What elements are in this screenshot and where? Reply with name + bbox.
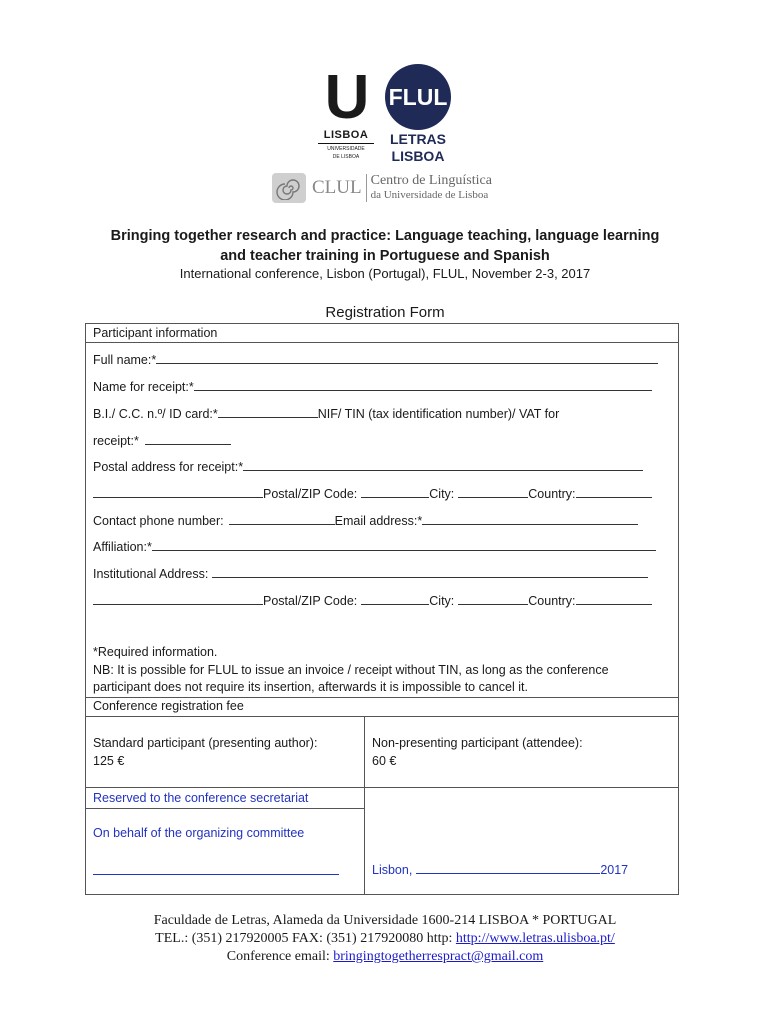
id-row <box>93 405 559 421</box>
standard-price: 125 € <box>93 754 125 768</box>
divider <box>85 808 365 809</box>
footer-address: Faculdade de Letras, Alameda da Universidade 1600-214 LISBOA * PORTUGAL <box>153 913 617 928</box>
postal-address-field[interactable] <box>243 458 643 471</box>
country-field[interactable] <box>576 592 652 605</box>
clul-abbr: CLUL <box>312 174 367 202</box>
email-label: Email address:* <box>334 514 423 528</box>
lisbon-label: Lisbon, <box>372 863 413 877</box>
ulisboa-logo <box>318 63 374 167</box>
country-label: Country: <box>528 594 576 608</box>
contact-phone-field[interactable] <box>229 512 335 525</box>
name-receipt-row <box>93 378 652 394</box>
postal-address-row <box>93 458 643 474</box>
contact-phone-label: Contact phone number: <box>93 514 224 528</box>
email-link[interactable]: bringingtogetherrespract@gmail.com <box>333 949 544 964</box>
email-field[interactable] <box>422 512 638 525</box>
footer-phone-fax: TEL.: (351) 217920005 FAX: (351) 217920080 http: <box>155 931 456 946</box>
full-name-row <box>93 351 658 367</box>
footer-contact <box>40 930 730 948</box>
divider <box>85 697 679 698</box>
website-link[interactable]: http://www.letras.ulisboa.pt/ <box>455 931 615 946</box>
receipt-label: receipt:* <box>93 434 139 448</box>
divider <box>364 716 365 895</box>
footer-email-label: Conference email: <box>226 949 334 964</box>
full-name-label: Full name:* <box>93 353 157 367</box>
standard-label[interactable]: Standard participant (presenting author): <box>93 736 318 750</box>
postal-row-2 <box>93 592 652 608</box>
ulisboa-sub1: UNIVERSIDADE <box>327 146 365 152</box>
required-note: *Required information. <box>93 645 218 659</box>
affiliation-field[interactable] <box>152 538 656 551</box>
signature-row <box>93 862 339 875</box>
country-label: Country: <box>528 487 576 501</box>
country-field[interactable] <box>576 485 652 498</box>
city-label: City: <box>429 594 455 608</box>
flul-line2: LISBOA <box>391 148 445 164</box>
divider <box>85 342 679 343</box>
year-label: 2017 <box>600 863 629 877</box>
city-field[interactable] <box>458 592 528 605</box>
nif-label: NIF/ TIN (tax identification number)/ VAT for <box>317 407 560 421</box>
on-behalf-label: On behalf of the organizing committee <box>93 826 305 840</box>
address-line-field[interactable] <box>93 485 263 498</box>
conference-subtitle: International conference, Lisbon (Portugal), FLUL, November 2-3, 2017 <box>179 266 591 281</box>
nb-line1: NB: It is possible for FLUL to issue an invoice / receipt without TIN, as long as the conference <box>93 663 609 677</box>
bi-label: B.I./ C.C. n.º/ ID card:* <box>93 407 218 421</box>
tin-field[interactable] <box>145 432 231 445</box>
flul-logo <box>385 64 451 164</box>
postal-zip-field[interactable] <box>361 592 429 605</box>
date-field[interactable] <box>416 861 600 874</box>
form-title: Registration Form <box>325 304 445 321</box>
city-label: City: <box>429 487 455 501</box>
institutional-address-label: Institutional Address: <box>93 567 209 581</box>
signature-field[interactable] <box>93 862 339 875</box>
divider <box>85 787 679 788</box>
city-field[interactable] <box>458 485 528 498</box>
lisbon-date-row <box>372 861 628 877</box>
reserved-label: Reserved to the conference secretariat <box>93 791 309 805</box>
title-line1: Bringing together research and practice: Language teaching, language learning <box>110 228 660 244</box>
bi-field[interactable] <box>218 405 318 418</box>
ulisboa-name: LISBOA <box>318 129 374 144</box>
name-receipt-label: Name for receipt:* <box>93 380 194 394</box>
affiliation-row <box>93 538 656 554</box>
ulisboa-mark: U <box>324 63 368 132</box>
spiral-icon <box>272 173 306 203</box>
flul-mark: FLUL <box>385 64 451 130</box>
divider <box>85 716 679 717</box>
contact-row <box>93 512 638 528</box>
conference-title <box>60 226 710 266</box>
postal-zip-label: Postal/ZIP Code: <box>263 487 358 501</box>
postal-address-label: Postal address for receipt:* <box>93 460 244 474</box>
footer-email-line <box>40 948 730 966</box>
postal-zip-field[interactable] <box>361 485 429 498</box>
clul-line1: Centro de Linguística <box>370 173 492 188</box>
name-receipt-field[interactable] <box>194 378 652 391</box>
affiliation-label: Affiliation:* <box>93 540 152 554</box>
footer <box>40 912 730 966</box>
nonpresenting-price: 60 € <box>372 754 397 768</box>
flul-line1: LETRAS <box>390 131 446 147</box>
full-name-field[interactable] <box>156 351 658 364</box>
institutional-address-field[interactable] <box>212 565 648 578</box>
address-line-field[interactable] <box>93 592 263 605</box>
postal-row-1 <box>93 485 652 501</box>
clul-logo <box>272 172 500 204</box>
section-participant: Participant information <box>93 326 218 340</box>
title-line2: and teacher training in Portuguese and Spanish <box>220 248 550 264</box>
ulisboa-sub2: DE LISBOA <box>332 154 360 160</box>
clul-line2: da Universidade de Lisboa <box>370 189 489 201</box>
nb-line2: participant does not require its insertion, afterwards it is impossible to cancel it. <box>93 680 528 694</box>
receipt-row <box>93 432 231 448</box>
institutional-address-row <box>93 565 648 581</box>
postal-zip-label: Postal/ZIP Code: <box>263 594 358 608</box>
nonpresenting-label[interactable]: Non-presenting participant (attendee): <box>372 736 583 750</box>
section-fee: Conference registration fee <box>93 699 244 713</box>
